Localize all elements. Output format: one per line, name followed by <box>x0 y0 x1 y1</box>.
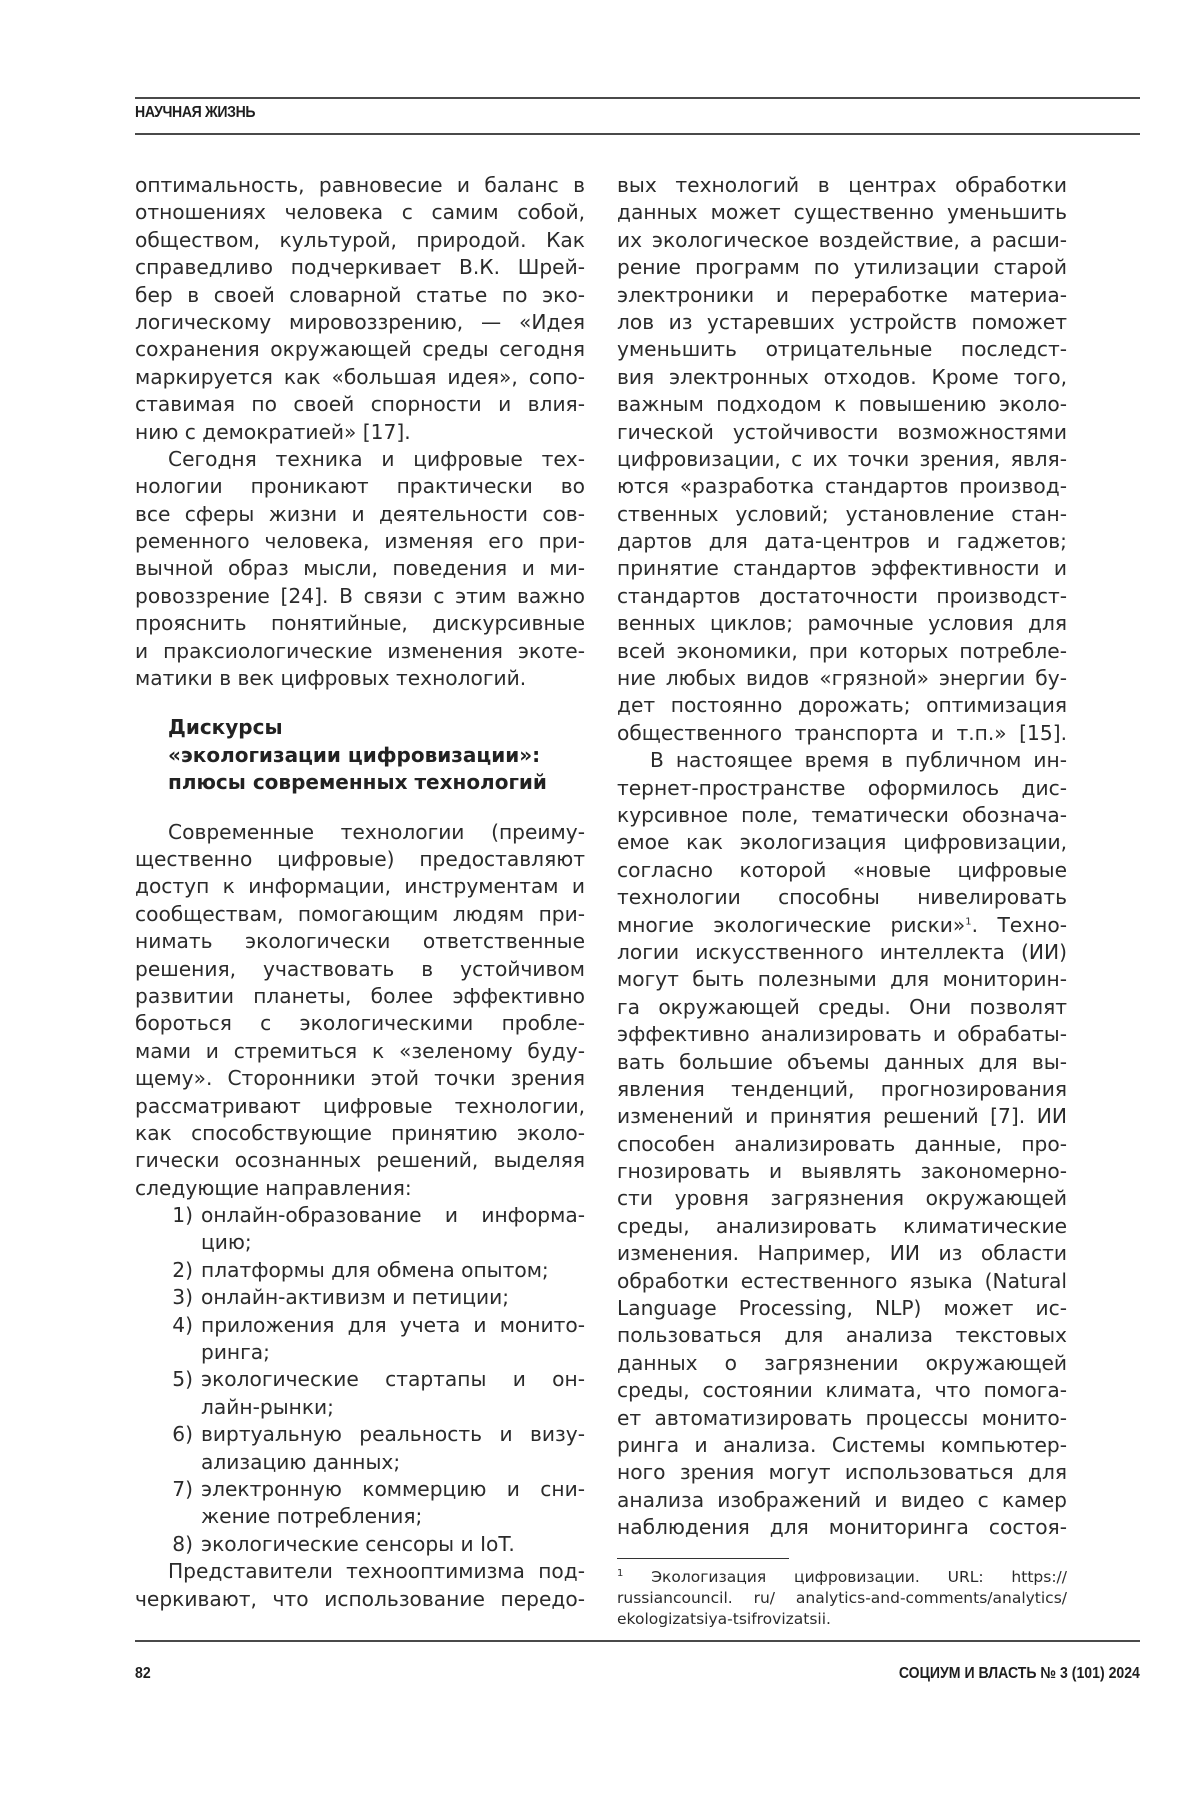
text-line: черкивают, что использование передо- <box>135 1586 585 1611</box>
heading-line: «экологизации цифровизации»: <box>168 742 541 767</box>
footnote-link-line[interactable]: ekologizatsiya-tsifrovizatsii. <box>617 1610 831 1629</box>
text-line: электронную коммерцию и сни- <box>201 1477 585 1501</box>
paragraph-1 <box>135 172 585 446</box>
footnote-text: Экологизация цифровизации. URL: https:// <box>623 1568 1067 1587</box>
text-line: наблюдения для мониторинга состоя- <box>617 1515 1067 1540</box>
list-number: 3) <box>172 1285 193 1310</box>
text-line: вать большие объемы данных для вы- <box>617 1049 1067 1074</box>
text-line: доступ к информации, инструментам и <box>135 874 585 899</box>
text-line: Представители технооптимизма под- <box>168 1559 585 1584</box>
paragraph-3 <box>135 819 585 1202</box>
section-heading <box>135 714 585 796</box>
list-number: 6) <box>172 1422 193 1447</box>
text-line: ременного человека, изменяя его при- <box>135 529 585 554</box>
text-line: маркируется как «большая идея», сопо- <box>135 364 585 389</box>
text-line: электроники и переработке материа- <box>617 282 1067 307</box>
text-line: уменьшить отрицательные последст- <box>617 337 1067 362</box>
paragraph-continued <box>617 172 1067 747</box>
text-line: следующие направления: <box>135 1175 412 1200</box>
text-line: виртуальную реальность и визу- <box>201 1422 585 1447</box>
text-line: явления тенденций, прогнозирования <box>617 1076 1067 1101</box>
text-line: анализа изображений и видео с камер <box>617 1487 1067 1512</box>
text-line: сообществам, помогающим людям при- <box>135 901 585 926</box>
text-line: и праксиологические изменения экоте- <box>135 638 585 663</box>
text-line: сохранения окружающей среды сегодня <box>135 337 585 362</box>
text-line: мами и стремиться к «зеленому буду- <box>135 1038 585 1063</box>
text-line: могут быть полезными для мониторин- <box>617 967 1067 992</box>
text-line: щему». Сторонники этой точки зрения <box>135 1066 585 1091</box>
text-line: В настоящее время в публичном ин- <box>650 748 1067 773</box>
text-line: емое как экологизация цифровизации, <box>617 830 1067 855</box>
text-line: данных может существенно уменьшить <box>617 200 1067 225</box>
header-rule-top <box>135 97 1140 99</box>
footnote-mark: 1 <box>617 1567 624 1579</box>
footer-rule <box>135 1640 1140 1642</box>
footnote-line <box>617 1567 1067 1588</box>
text-line: бороться с экологическими пробле- <box>135 1011 585 1036</box>
text-line: прояснить понятийные, дискурсивные <box>135 611 585 636</box>
text-line: вых технологий в центрах обработки <box>617 173 1067 197</box>
text-line: логическому мировоззрению, — «Идея <box>135 309 585 334</box>
text-line-reference: общественного транспорта и т.п.» [15]. <box>617 720 1067 745</box>
text-line: лайн-рынки; <box>201 1394 334 1419</box>
text-line: вычной образ мысли, поведения и ми- <box>135 556 585 581</box>
text-line: важным подходом к повышению эколо- <box>617 392 1067 417</box>
text-line: ализацию данных; <box>201 1449 401 1474</box>
text-line: дартов для дата-центров и гаджетов; <box>617 529 1067 554</box>
running-title: НАУЧНАЯ ЖИЗНЬ <box>135 104 256 121</box>
text-line: логии искусственного интеллекта (ИИ) <box>617 939 1067 964</box>
text-line: принятие стандартов эффективности и <box>617 556 1067 581</box>
text-line: вия электронных отходов. Кроме того, <box>617 364 1067 389</box>
text-line: га окружающей среды. Они позволят <box>617 994 1067 1019</box>
text-line: венных циклов; рамочные условия для <box>617 611 1067 636</box>
journal-title: СОЦИУМ И ВЛАСТЬ № 3 (101) 2024 <box>898 1665 1140 1682</box>
numbered-list <box>135 1202 585 1558</box>
text-line: способен анализировать данные, про- <box>617 1131 1067 1156</box>
text-line: технологии способны нивелировать <box>617 885 1067 910</box>
footnote <box>617 1567 1067 1630</box>
text-line: онлайн-активизм и петиции; <box>201 1285 510 1310</box>
text-line: среды, анализировать климатические <box>617 1213 1067 1238</box>
list-item <box>135 1202 585 1257</box>
text-line: изменений и принятия решений [7]. ИИ <box>617 1104 1067 1129</box>
list-number: 2) <box>172 1257 193 1282</box>
paragraph-2 <box>135 446 585 693</box>
left-column <box>135 172 585 1613</box>
text-line: изменения. Например, ИИ из области <box>617 1241 1067 1266</box>
list-item <box>135 1257 585 1284</box>
text-line: Сегодня техника и цифровые тех- <box>168 446 585 471</box>
text-line: всей экономики, при которых потребле- <box>617 638 1067 663</box>
text-line: сти уровня загрязнения окружающей <box>617 1186 1067 1211</box>
paragraph-4 <box>135 1558 585 1613</box>
text-line: их экологическое воздействие, а расши- <box>617 227 1067 252</box>
text-line: ного зрения могут использоваться для <box>617 1460 1067 1485</box>
text-line: матики в век цифровых технологий. <box>135 666 527 691</box>
text-line: Современные технологии (преиму- <box>168 819 585 844</box>
text-line: Language Processing, NLP) может ис- <box>617 1296 1067 1321</box>
text-line: как способствующие принятию эколо- <box>135 1120 585 1145</box>
text-line: гически осознанных решений, выделяя <box>135 1148 585 1173</box>
text-line: гической устойчивости возможностями <box>617 419 1067 444</box>
text-fragment: . Техно- <box>971 912 1067 937</box>
list-number: 4) <box>172 1312 193 1337</box>
text-line: развитии планеты, более эффективно <box>135 983 585 1008</box>
text-line: бер в своей словарной статье по эко- <box>135 282 585 307</box>
text-line: рение программ по утилизации старой <box>617 255 1067 280</box>
paragraph-2 <box>617 747 1067 1541</box>
text-line: эффективно анализировать и обрабаты- <box>617 1022 1067 1047</box>
list-number: 7) <box>172 1477 193 1501</box>
page-number: 82 <box>135 1665 151 1682</box>
text-line: гнозировать и выявлять закономерно- <box>617 1159 1067 1184</box>
list-item <box>135 1531 585 1558</box>
text-line: тернет-пространстве оформилось дис- <box>617 775 1067 800</box>
text-line: отношениях человека с самим собой, <box>135 200 585 225</box>
text-line: экологические стартапы и он- <box>201 1367 585 1392</box>
text-line-with-footnote <box>617 912 1067 939</box>
text-line: нимать экологически ответственные <box>135 929 585 954</box>
text-line: обществом, культурой, природой. Как <box>135 227 585 252</box>
text-line: платформы для обмена опытом; <box>201 1257 549 1282</box>
text-line: лов из устаревших устройств поможет <box>617 309 1067 334</box>
text-line: щественно цифровые) предоставляют <box>135 846 585 871</box>
header-rule-bottom <box>135 133 1140 135</box>
text-line: ет автоматизировать процессы монито- <box>617 1405 1067 1430</box>
footnote-reference[interactable]: 1 <box>965 915 972 927</box>
text-line: ровоззрение [24]. В связи с этим важно <box>135 583 585 608</box>
text-line: ются «разработка стандартов производ- <box>617 474 1067 499</box>
text-line: дет постоянно дорожать; оптимизация <box>617 693 1067 718</box>
text-line: ственных условий; установление стан- <box>617 501 1067 526</box>
text-line: нию с демократией» [17]. <box>135 419 411 444</box>
text-line: согласно которой «новые цифровые <box>617 857 1067 882</box>
list-item <box>135 1421 585 1476</box>
text-line: ние любых видов «грязной» энергии бу- <box>617 666 1067 691</box>
text-line: все сферы жизни и деятельности сов- <box>135 501 585 526</box>
right-column <box>617 172 1067 1630</box>
list-item <box>135 1476 585 1531</box>
text-line: оптимальность, равновесие и баланс в <box>135 173 585 197</box>
text-line: жение потребления; <box>201 1504 423 1529</box>
text-line: ринга и анализа. Системы компьютер- <box>617 1432 1067 1457</box>
heading-line: плюсы современных технологий <box>168 770 547 795</box>
text-line: цифровизации, с их точки зрения, явля- <box>617 446 1067 471</box>
text-line: экологические сенсоры и IoT. <box>201 1531 515 1556</box>
text-line: цию; <box>201 1230 252 1255</box>
text-line: ринга; <box>201 1340 270 1365</box>
text-line: среды, состоянии климата, что помога- <box>617 1378 1067 1403</box>
list-item <box>135 1366 585 1421</box>
heading-line: Дискурсы <box>168 715 283 740</box>
list-number: 1) <box>172 1203 193 1228</box>
list-number: 8) <box>172 1531 193 1556</box>
footnote-link-line[interactable]: russiancouncil. ru/ analytics-and-comments/analytics/ <box>617 1589 1067 1608</box>
text-line: пользоваться для анализа текстовых <box>617 1323 1067 1348</box>
text-line: данных о загрязнении окружающей <box>617 1350 1067 1375</box>
footnote-separator <box>617 1558 789 1560</box>
list-item <box>135 1284 585 1311</box>
text-line: онлайн-образование и информа- <box>201 1203 585 1228</box>
text-line: справедливо подчеркивает В.К. Шрей- <box>135 255 585 280</box>
text-line: приложения для учета и монито- <box>201 1312 585 1337</box>
text-line: стандартов достаточности производст- <box>617 583 1067 608</box>
list-number: 5) <box>172 1367 193 1392</box>
text-line: рассматривают цифровые технологии, <box>135 1093 585 1118</box>
text-line: решения, участвовать в устойчивом <box>135 956 585 981</box>
list-item <box>135 1312 585 1367</box>
text-line: нологии проникают практически во <box>135 474 585 499</box>
text-line: ставимая по своей спорности и влия- <box>135 392 585 417</box>
text-line: курсивное поле, тематически обознача- <box>617 802 1067 827</box>
text-line: обработки естественного языка (Natural <box>617 1268 1067 1293</box>
text-fragment: многие экологические риски» <box>617 912 966 937</box>
